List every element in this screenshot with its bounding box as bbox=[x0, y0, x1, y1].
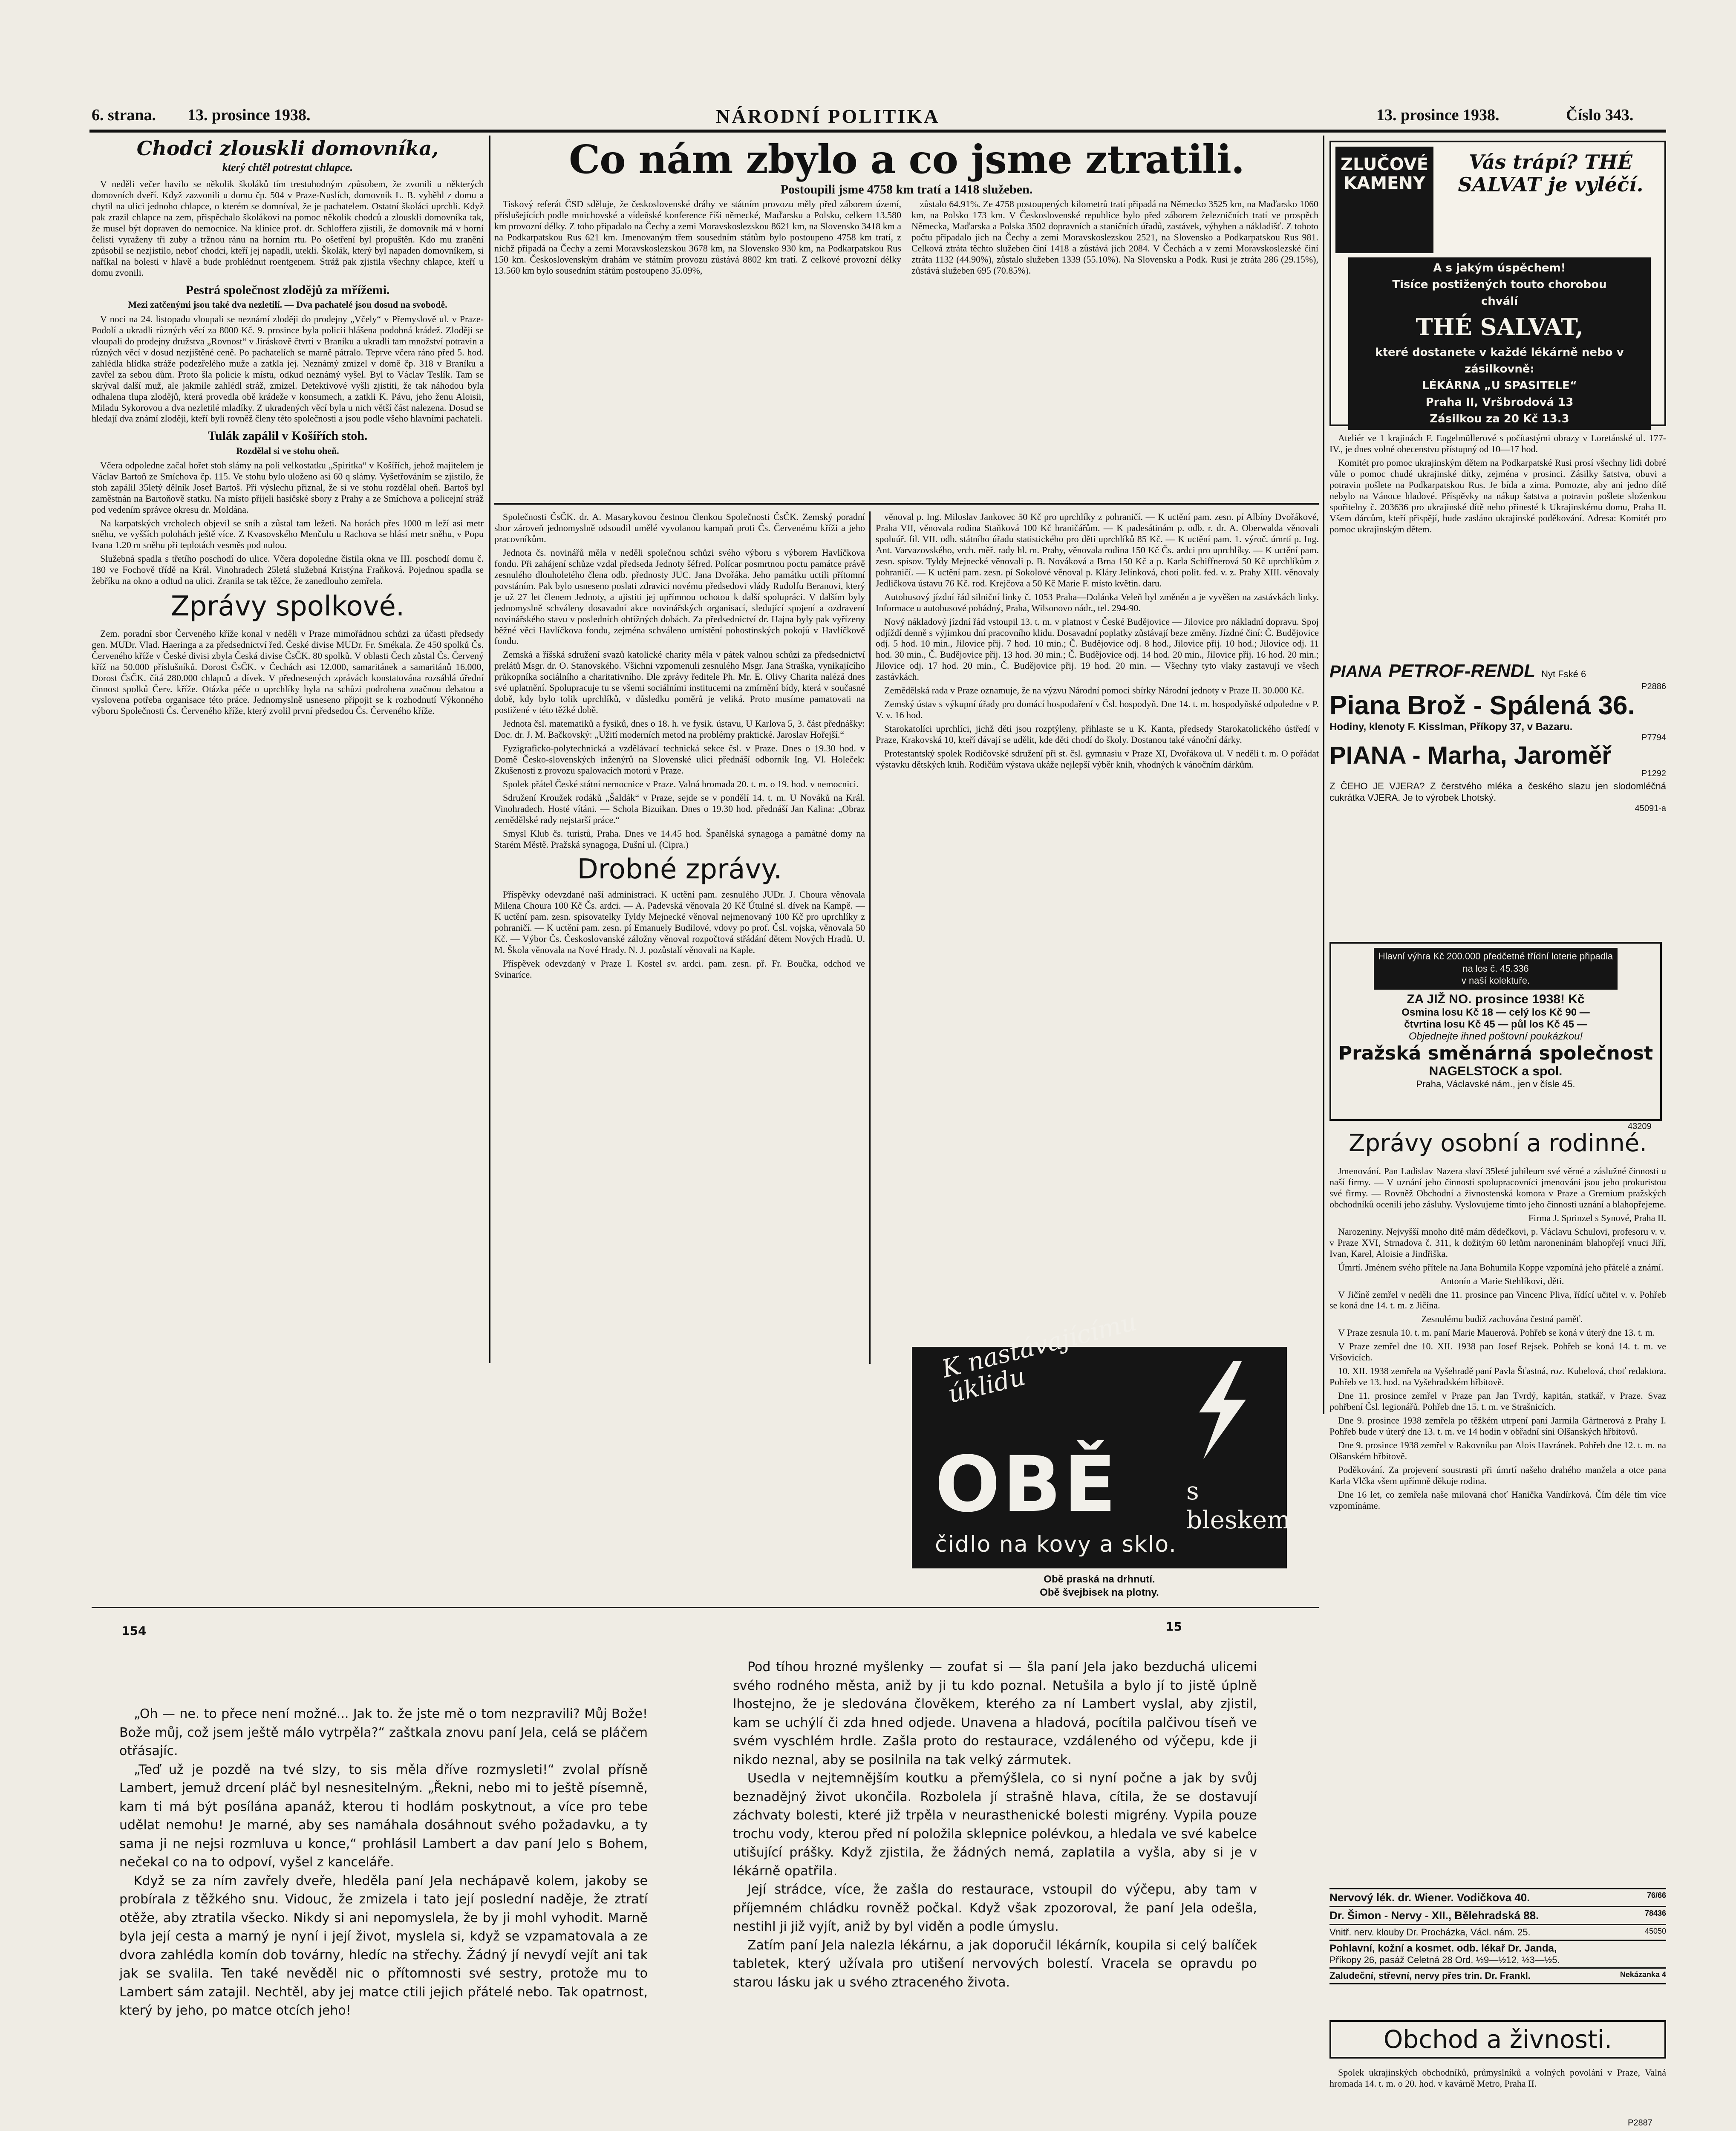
lottery-win-banner bbox=[1374, 948, 1618, 990]
doctor-ad-3-text: Vnitř. nerv. klouby Dr. Procházka, Václ. nám. 25. bbox=[1329, 1927, 1531, 1938]
personal-pamet: Zesnulému budiž zachována čestná paměť. bbox=[1421, 1314, 1583, 1325]
the-salvat-body bbox=[1348, 257, 1651, 430]
personal-stastna: 10. XII. 1938 zemřela na Vyšehradě paní Pavla Šťastná, roz. Kubelová, choť redaktora. Pohřeb ve 13. hod. na Vyšehradském hřbitově. bbox=[1329, 1366, 1666, 1388]
article-spolecnost: Společnosti ČsČK. dr. A. Masarykovou čestnou členkou Společnosti ČsČK. Zemský poradní sbor zároveň jednomyslně odsoudil umělé vyvolanou kampaň proti Čs. Červenému kříži a jeho pracovníkům. bbox=[494, 511, 865, 544]
fiction-right-p1: Pod tíhou hrozné myšlenky — zoufat si — šla paní Jela jako bezduchá ulicemi svého rodného města, aniž by ji tu kdo poznal. Netušila a bylo jí to jistě úplně lhostejno, že je sledována člověkem, kterého za ní Lambert vyslal, aby zjistil, kam se uchýlí či zda hned odjede. Unavena a hladová, pocítila palčivou tíseň ve svém vyschlém hrdle. Zašla proto do restaurace, vzdáleného od výčepu, kde ji nikdo neznal, aby se posilnila na tak velký zármutek. bbox=[733, 1660, 1257, 1767]
article-sluzebna: Služebná spadla s třetího poschodí do ulice. Včera dopoledne čistila okna ve III. poschodí domu č. 180 ve Fochově třídě na Král. Vinohradech 25letá služebná Kristýna Fraňková. Pojednou spadla se žebříku na okno a odtud na ulici. Zranila se tak těžce, že zanedlouho zemřela. bbox=[92, 553, 484, 586]
fiction-right-p2: Usedla v nejtemnějším koutku a přemýšlela, co si nyní počne a jak by svůj beznadějný život ukončila. Rozbolela jí strašně hlava, cítila, že se dostavují záchvaty bolesti, které již trpěla v neurasthenické bolesti migrény. Vypila pouze trochu vody, kterou před ní položila sklepnice polévkou, a hledala ve své kabelce utišující prášky. Když zjistila, že žádných nemá, zaplatila a vyšla, aby si je v lékárně opatřila. bbox=[733, 1771, 1257, 1879]
header-date-right: 13. prosince 1938. bbox=[1376, 106, 1500, 124]
lead-text-a: Tiskový referát ČSD sděluje, že československé dráhy ve státním provozu měly před záborem území, příslušejících podle mnichovské a vídeňské konference říši německé, Maďarsku a Polsku, celkem 13.580 km provozní délky. Z toho připadalo na Čechy a zemi Moravskoslezskou 8621 km, na Slovensko 3418 km a na Podkarpatskou Rus 621 km. Jmenovaným třem sousedním státům bylo postoupeno 4758 km tratí, z nichž připadá na Čechy a zemi Moravskoslezskou 3678 km, na Slovensko 930 km, na Podkarpatskou Rus 150 km. Československým drahám ve státním provozu zůstává 8802 km tratí. Z celkové provozní délky 13.560 km bylo sousedním státům postoupeno 35.09%, bbox=[494, 199, 901, 276]
section-zpravy-osobni: Zprávy osobní a rodinné. bbox=[1349, 1129, 1647, 1157]
obe-brand: OBĚ bbox=[935, 1440, 1119, 1529]
personal-tvrdy: Dne 11. prosince zemřel v Praze pan Jan Tvrdý, kapitán, statkář, v Praze. Svaz pohřbení Čsl. legionářů. Pohřeb dne 15. t. m. ve Strašnicích. bbox=[1329, 1390, 1666, 1412]
column-divider bbox=[1323, 136, 1324, 1414]
personal-firma: Firma J. Sprinzel s Synové, Praha II. bbox=[1528, 1212, 1666, 1223]
lottery-order: Objednejte ihned poštovní poukázkou! bbox=[1408, 1030, 1583, 1042]
article-karpaty: Na karpatských vrcholech objevil se sníh a zůstal tam ležeti. Na horách přes 1000 m leží asi metr sněhu, ve vyšších polohách ještě více. Z Kvasovského Menčulu u Rachova se hlásí metr sněhu, v Popu Ivana 1.20 m sněhu při teplotách vesměs pod nulou. bbox=[92, 517, 484, 551]
obe-tagline: s bleskem bbox=[1186, 1476, 1291, 1534]
ad-number: P2887 bbox=[1628, 2118, 1652, 2128]
article-matematici: Jednota čsl. matematiků a fysiků, dnes o 18. h. ve fysik. ústavu, U Karlova 5, 3. část přednášky: Doc. dr. J. M. Bačkovský: „Užití moderních metod na problémy praktické. Jaroslav Hořejší.“ bbox=[494, 718, 865, 740]
notice-komitet: Komitét pro pomoc ukrajinským dětem na Podkarpatské Rusi prosí všechny lidi dobré vůle o pomoc chudé ukrajinské dítky, zejména v prosinci. Zásilky šatstva, obuvi a potravin pošlete na Podkarpatskou Rus. Je bída a zima. Pomozte, aby ani jedno dítě nebylo na Vánoce hladové. Příspěvky na nákup šatstva a potravin pošlete složenkou spořitelny č. 203636 pro ukrajinské dítě nebo přinesté k Ukrajinskému domu, Praha II. Všem dárcům, kteří přispějí, bude zasláno ukrajinské poděkování. Adresa: Komitét pro pomoc ukrajinským dětem. bbox=[1329, 457, 1666, 534]
article-novinari: Jednota čs. novinářů měla v neděli společnou schůzi svého výboru s výborem Havlíčkova fondu. Při zahájení schůze vzdal předseda Jednoty šéfred. Polícar posmrtnou poctu památce právě zesnulého dlouholetého člena odb. přednosty JUC. Jana Dvořáka. Jeho památku uctili přítomní povstáním. Pak bylo usneseno poslati zdravici novému předsedovi vlády Rudolfu Beranovi, který je už 27 let členem Jednoty, a ujistiti jej upřímnou ochotou k další spolupráci. V dalším byly jednomyslně schváleny dosavadní akce novinářských organisací, sledující spojení a ozdravení novinářského stavu v posledních obtížných dobách. Za předsednictví dr. Hajna byly pak vyřízeny běžné věci Havlíčkova fondu, zejména schváleno umístění pohostinských pokojů v Havlíčkově fondu. bbox=[494, 547, 865, 647]
article-polytechnika: Fyzigraficko-polytechnická a vzdělávací technická sekce čsl. v Praze. Dnes o 19.30 hod. v Domě Česko-slovenských inženýrů na Slovenské ulici přednáší odborník Ing. Vl. Holeček: Zkušenosti z provozu spalovacích motorů v Praze. bbox=[494, 743, 865, 776]
the-salvat-line-4: které dostanete v každé lékárně nebo v zásilkovně: bbox=[1375, 346, 1624, 375]
obe-footer-line-1: Obě praská na drhnutí. bbox=[1044, 1574, 1155, 1585]
article-hospodyne: Zemský ústav s výkupní úřady pro domácí hospodaření v Čsl. hospodyň. Dne 14. t. m. hospodyňské odpoledne v P. V. v. 16 hod. bbox=[876, 699, 1319, 721]
obe-footer bbox=[963, 1573, 1236, 1599]
feuilleton-rule bbox=[92, 1607, 1319, 1608]
doctor-ad-5 bbox=[1329, 1969, 1666, 1983]
doctor-ad-1-text: Nervový lék. dr. Wiener. Vodičkova 40. bbox=[1329, 1891, 1530, 1904]
lead-col-b bbox=[911, 199, 1318, 480]
lead-text-b: zůstalo 64.91%. Ze 4758 postoupených kilometrů tratí připadá na Německo 3525 km, na Maďarsko 1060 km, na Polsko 173 km. V Československé republice bylo před záborem železničních tratí ve prospěch Německa, Maďarska a Polska 3502 dopravních a staničních úřadů, zastávek, výhyben a nákladišť. Z tohoto počtu připadalo jich na Čechy a zemi Moravskoslezskou 2521, na Slovensko a Podkarpatskou Rus 981. Celková ztráta těchto služeben činí 1418 a zůstává jich 2084. V Čechách a v zemi Moravskoslezské činí ztráta 1132 (44.90%), zůstalo služeben 1339 (55.10%). Na Slovensku a Podk. Rusi je ztráta 286 (29.15%), zůstává služeben 695 (70.85%). bbox=[911, 199, 1318, 276]
section-zpravy-spolkove: Zprávy spolkové. bbox=[170, 591, 405, 623]
article-charita: Zemská a říšská sdružení svazů katolické charity měla v pátek valnou schůzi za předsednictví prelátů Msgr. dr. O. Stanovského. Všichni vzpomenuli zesnulého Msgr. Jana Straška, vynikajícího průkopníka sociálního a charitativního. Dle zprávy ředitele Ph. Mr. E. Olivy Charita nalézá dnes své uplatnění. Spolupracuje tu se všemi sociálními institucemi na zmírnění bídy, která v současné době, kdy bylo tolik uprchlíků, v důsledku poměrů je veliká. Proto musíme pamatovati na postižené v této těžké době. bbox=[494, 649, 865, 716]
personal-stehlikovi: Antonín a Marie Stehlíkovi, děti. bbox=[1440, 1275, 1564, 1286]
petrof-rendl-brand: PETROF-RENDL bbox=[1388, 661, 1536, 681]
column-divider bbox=[869, 511, 871, 1364]
doctor-ad-4: Pohlavní, kožní a kosmet. odb. lékař Dr. Janda, bbox=[1329, 1943, 1557, 1954]
column-1 bbox=[92, 136, 484, 1363]
fiction-page-left: 154 bbox=[121, 1624, 147, 1638]
article-rodicovske: Protestantský spolek Rodičovské sdružení při st. čsl. gymnasiu v Praze XI, Dvořákova ul. V neděli t. m. O pořádat výstavku dětských knih. Rodičům výstava ukáže nejlepší výběr knih, vhodných k vánočním dárkům. bbox=[876, 748, 1319, 770]
headline-chodci: Chodci zlouskli domovníka, bbox=[136, 137, 439, 160]
divider bbox=[1329, 1924, 1666, 1925]
lightning-icon bbox=[1186, 1361, 1254, 1459]
fiction-right-p3: Její strádce, více, že zašla do restaurace, vstoupil do výčepu, aby tam v příjemném chládku rovněž počkal. Když však zpozoroval, že paní Jela odešla, nestihl ji již vyjít, aniž by byl viděn a podle úmyslu. bbox=[733, 1882, 1257, 1934]
the-salvat-line-6: Praha II, Vršbrodová 13 bbox=[1425, 396, 1574, 409]
personal-mauerova: V Praze zesnula 10. t. m. paní Marie Mauerová. Pohřeb se koná v úterý dne 13. t. m. bbox=[1338, 1327, 1655, 1338]
article-autobus: Autobusový jízdní řád silniční linky č. 1053 Praha—Dolánka Veleň byl změněn a je vyvěšen na zastávkách linky. Informace u autobusové pohádný, Praha, Wilsonovo nádr., tel. 294-90. bbox=[876, 591, 1319, 613]
subhead-chodci: který chtěl potrestat chlapce. bbox=[222, 161, 353, 174]
section-drobne-zpravy: Drobné zprávy. bbox=[577, 853, 782, 885]
lottery-advertisement bbox=[1329, 942, 1662, 1121]
lottery-line-1: Hlavní výhra Kč 200.000 předčetné třídní loterie připadla na los č. 45.336 bbox=[1378, 951, 1613, 974]
header-date-left: 13. prosince 1938. bbox=[187, 106, 311, 124]
article-turiste: Smysl Klub čs. turistů, Praha. Dnes ve 14.45 hod. Španělská synagoga a památné domy na Starém Městě. Pražská synagoga, Dušní ul. (Cipra.) bbox=[494, 828, 865, 850]
headline-zlodeji: Pestrá společnost zlodějů za mřížemi. bbox=[185, 283, 390, 297]
doctor-ad-4-hours: Příkopy 26, pasáž Celetná 28 Ord. ½9—½12, ½3—½5. bbox=[1329, 1955, 1560, 1965]
lead-subheadline: Postoupili jsme 4758 km tratí a 1418 služeben. bbox=[780, 182, 1033, 196]
piana-broz: Piana Brož - Spálená 36. bbox=[1329, 691, 1635, 720]
divider bbox=[1329, 1906, 1666, 1907]
doctor-ad-3-number: 45050 bbox=[1644, 1927, 1666, 1935]
column-3 bbox=[876, 511, 1319, 1338]
article-zemedelska: Zemědělská rada v Praze oznamuje, že na výzvu Národní pomoci sbírky Národní jednoty v Praze II. 30.000 Kč. bbox=[884, 685, 1304, 696]
personal-havranek: Dne 9. prosince 1938 zemřel v Rakovníku pan Alois Havránek. Pohřeb dne 12. t. m. na Olšanském hřbitově. bbox=[1329, 1439, 1666, 1461]
fiction-right-column bbox=[733, 1658, 1257, 2131]
section-obchod: Obchod a živnosti. bbox=[1329, 2020, 1666, 2059]
obchod-notice bbox=[1329, 2067, 1666, 2118]
header-rule bbox=[89, 130, 1666, 133]
lead-article bbox=[494, 136, 1319, 480]
personal-podekovani: Poděkování. Za projevení soustrasti při úmrtí našeho drahého manžela a otce pana Karla Vlčka všem upřímně děkuje rodina. bbox=[1329, 1464, 1666, 1486]
obchod-spolek: Spolek ukrajinských obchodníků, průmyslníků a volných povolání v Praze, Valná hromada 14. t. m. o 20. hod. v kavárně Metro, Praha II. bbox=[1329, 2067, 1666, 2089]
article-nemocnice: Spolek přátel České státní nemocnice v Praze. Valná hromada 20. t. m. o 19. hod. v nemocnici. bbox=[503, 778, 859, 789]
article-cerveny-kriz: Zem. poradní sbor Červeného kříže konal v neděli v Praze mimořádnou schůzi za účasti předsedy gen. MUDr. Vlad. Haeringa a za předsednictví řed. České divise MUDr. Fr. Smékala. Ze 450 spolků Čs. Červeného kříže v České divisi zbyla Česká divise ČsČK. 80 spolků. V oblasti Čech zůstal Čs. Červený kříž na 50.000 příslušníků. Dorost ČsČK. v Čechách asi 12.000, samaritánek a samaritánů 16.000, Dorost ČsČK. čítá 280.000 chlapců a dívek. V přednesených zprávách konstatována rozsáhlá úřední činnost spolků Červ. kříže. Otázka péče o uprchlíky byla na schůzi podrobena značnou debatou a vyslovena potřeba organisace této práce. Jednomyslně usneseno připojit se k rozhodnutí Výkonného výboru Společnosti Čs. Červeného kříže, který zvolil první předsedou Čs. Červeného kříže. bbox=[92, 628, 484, 716]
fiction-left-column bbox=[119, 1705, 648, 2131]
personal-pliva: V Jičíně zemřel v neděli dne 11. prosince pan Vincenc Pliva, řídící učitel v. v. Pohřeb se koná dne 14. t. m. z Jičína. bbox=[1329, 1289, 1666, 1311]
article-prispevek-2: Příspěvek odevzdaný v Praze I. Kostel sv. ardci. pam. zesn. př. Fr. Boučka, odchod ve Svinaríce. bbox=[494, 958, 865, 980]
zlucove-kameny-badge: ZLUČOVÉ KAMENY bbox=[1335, 147, 1433, 253]
doctor-ad-5-text: Zaludeční, střevní, nervy přes trin. Dr. Frankl. bbox=[1329, 1970, 1531, 1981]
column-4-personal bbox=[1329, 1166, 1666, 1886]
personal-jmenovani: Jmenování. Pan Ladislav Nazera slaví 35leté jubileum své věrné a záslužné činnosti u naší firmy. — V uznání jeho činností spolupracovníci jmenováni jsou jeho prokuristou své firmy. — Rovněž Obchodní a živnostenská komora v Praze a Gremium pražských obchodníků ocenili jeho zásluhy. Vyslovujeme tímto jeho činnosti uznání a blahopřejeme. bbox=[1329, 1166, 1666, 1210]
fiction-page-right: 15 bbox=[1165, 1620, 1182, 1634]
nagelstock: NAGELSTOCK a spol. bbox=[1429, 1064, 1563, 1078]
ad-number: P1292 bbox=[1641, 768, 1666, 778]
column-2 bbox=[494, 511, 865, 1364]
piana-tail: Nyt Fské 6 bbox=[1541, 669, 1586, 679]
article-tulak: Včera odpoledne začal hořet stoh slámy na poli velkostatku „Spiritka“ v Košířích, jehož majitelem je Václav Bartoň ze Smíchova čp. 115. Ve stohu bylo uloženo asi 60 q slámy. Vyšetřováním se zjistilo, že stoh zapálil 35letý dělník Josef Bartoš. Při výslechu přiznal, že si ve stohu rozdělal oheň. Bartoš byl zaměstnán na Bartoňově statku. Na místo přijeli hasičské sbory z Prahy a ze Smíchova a policejní stráž pod vedením správce okresu dr. Moldána. bbox=[92, 459, 484, 515]
lead-bottom-rule bbox=[494, 503, 1319, 505]
doctor-ads bbox=[1329, 1888, 1666, 1984]
the-salvat-question: Vás trápí? THÉ SALVAT je vyléčí. bbox=[1458, 150, 1644, 196]
ad-number: P7794 bbox=[1641, 733, 1666, 743]
article-jizdni-rad: Nový nákladový jízdní řád vstoupil 13. t. m. v platnost v České Budějovice — Jilovice pro nákladní dopravu. Spoj odjíždí denně s výjimkou dní pracovního klidu. Dosavadní poplatky zůstávají beze změny. Jízdné činí: Č. Budějovice odj. 5 hod. 10 min., Jilovice přij. 7 hod. 10 min.; Č. Budějovice odj. 8 hod., Jilovice přij. 10 hod.; Jilovice odj. 11 hod. 30 min., Č. Budějovice přij. 13 hod. 30 min.; Č. Budějovice odj. 14 hod. 20 min., Jilovice přij. 16 hod. 20 min.; Jilovice odj. 17 hod. 20 min., Č. Budějovice přij. 19 hod. 20 min. — Všechny tyto vlaky zastavují ve všech zastávkách. bbox=[876, 616, 1319, 682]
personal-gartnerova: Dne 9. prosince 1938 zemřela po těžkém utrpení paní Jarmila Gärtnerová z Prahy I. Pohřeb bude v úterý dne 13. t. m. ve 14 hodin v obřadní síni Olšanských hřbitovů. bbox=[1329, 1415, 1666, 1437]
ad-number: 43209 bbox=[1628, 1122, 1652, 1131]
the-salvat-line-2: Tisíce postižených touto chorobou bbox=[1392, 278, 1607, 291]
subhead-zlodeji: Mezi zatčenými jsou také dva nezletilí. — Dva pachatelé jsou dosud na svobodě. bbox=[128, 299, 447, 310]
vjera-notice: Z ČEHO JE VJERA? Z čerstvého mléka a českého slazu jen slodomléčná cukrátka VJERA. Je to výrobek Lhotský. bbox=[1329, 780, 1666, 803]
lead-col-a bbox=[494, 199, 901, 480]
the-salvat-line-7: Zásilkou za 20 Kč 13.3 bbox=[1430, 413, 1569, 425]
divider bbox=[1329, 1888, 1666, 1889]
article-chodci: V neděli večer bavilo se několik školáků tím trestuhodným způsobem, že zvonili u některých domovních dveří. Když zazvonili u domu čp. 504 v Praze-Nuslích, domovník L. B. vyběhl z domu a chytil na ulici jednoho chlapce, o kterém se domníval, že je pachatelem. Ostatní školáci uprchli. Když pak zrazil chlapce na zem, přispěchalo školákovi na pomoc několik chodců a zlouskli domovníka tak, že musel být dopraven do nemocnice. Na klinice prof. dr. Schloffera zjistili, že domovník má v horní čelisti vyraženy tři zuby a tržnou ránu na horním rtu. Po ošetření byl propuštěn. Kdo mu zranění způsobil se nezjistilo, neboť chodci, kteří jej napadli, utekli. Školák, který byl napaden domovníkem, si naříkal na bolesti v hlavě a bude prohlédnut roentgenem. Stráž pak zjistila všechny chlapce, kteří u domu zvonili. bbox=[92, 178, 484, 278]
doctor-ad-1-number: 76/66 bbox=[1647, 1891, 1666, 1900]
small-ads bbox=[1329, 661, 1666, 814]
obe-footer-line-2: Obě švejbisek na plotny. bbox=[1040, 1587, 1159, 1599]
article-prispevky-2: věnoval p. Ing. Miloslav Jankovec 50 Kč pro uprchlíky z pohraničí. — K uctění pam. zesn. pí Albíny Dvořákové, Praha VII, věnovala rodina Staňková 100 Kč hraničářům. — K padesátinám p. odb. r. dr. A. Oberwalda věnovali spoluúř. fil. VII. odb. státního úřadu statistického pro děti uprchlíků 85 Kč. — K uctění pam. 1. výroč. úmrtí p. Ing. Ant. Varvazovského, vrch. měř. rady hl. m. Prahy, věnovala rodina 150 Kč Čs. ardci pro uprchlíky. — K uctění pam. zesn. spisov. Tyldy Mejnecké věnovali p. B. Nováková a Brna 150 Kč a p. Karla Schiffnerová 50 Kč uprchlíkům z pohraničí. — K uctění pam. zesn. pí Sokolové věnoval p. Kláry Jelínková, choti polit. fed. v. z. Prahy XIII. věnovaly Jedličkova ústavu 76 Kč. rod. Krejčova a 50 Kč Marie F. místo květin. daru. bbox=[876, 511, 1319, 589]
lottery-price-1: Osmina losu Kč 18 — celý los Kč 90 — bbox=[1401, 1006, 1590, 1018]
fiction-left-p2: „Teď už je pozdě na tvé slzy, to sis měla dříve rozmysleti!“ zvolal přísně Lambert, jemuž drcení pláč byl nesnesitelným. „Řekni, nebo mi to ještě písemně, kam ti má být posílána apanáž, kterou ti hodlám poskytnout, a více pro tebe udělat nemohu! Je marné, aby ses namáhala dosáhnout svého požadavku, a ty sama ji ne nejsi rozmluva u konce,“ prohlásil Lambert a dav paní Jelo s Bohem, nečekal co na to odpoví, vyšel z kanceláře. bbox=[119, 1762, 648, 1870]
hodiny-kisslman: Hodiny, klenoty F. Kisslman, Příkopy 37, v Bazaru. bbox=[1329, 721, 1573, 733]
ad-number: 45091-a bbox=[1635, 803, 1666, 813]
the-salvat-advertisement bbox=[1329, 141, 1666, 426]
doctor-ad-5-number: Nekázanka 4 bbox=[1620, 1970, 1666, 1979]
article-zlodeji: V noci na 24. listopadu vloupali se neznámí zloději do prodejny „Včely“ v Přemyslově ul. v Praze-Podolí a ukradli různých věcí za 8000 Kč. 9. prosince byla policii hlášena podobná krádež. Zloději se vloupali do prodejny družstva „Rovnost“ v Jiráskově čtvrti v Braníku a ukradli tam množství potravin a různých věcí v dosud nezjištěné ceně. Po pachatelích se marně pátralo. Teprve včera ráno před 5. hod. zahlédla hlídka stráže podezřelého muže a zatkla jej. Neznámý zmizel v domě čp. 318 v Braníku a zavřel za sebou dům. Proto šla policie k místu, odkud neznámý vyšel. Byl to Václav Teslík. Tam se skrýval další muž, ale jakmile zahlédl stráž, zmizel. Detektivové vyšli zjistiti, že tak náhodou byla odhalena tlupa zlodějů, která provedla obě krádeže v konsumech, a zatkli K. Pávu, jeho ženu Aloisii, Miladu Sykorovou a dva nezletilé mladíky. Z ukradených věcí byla u nich větší část nalezena. Dosud se hledají dva známí zloději, kteří byli rovněž členy této společnosti a jsou podle všeho hlavními pachateli. bbox=[92, 313, 484, 424]
the-salvat-brand: THÉ SALVAT, bbox=[1416, 313, 1583, 341]
fiction-left-p3: Když se za ním zavřely dveře, hleděla paní Jela nechápavě kolem, jakoby se probírala z těžkého snu. Vidouc, že zmizela i tato její poslední naděje, že ztratí otěže, aby ztratila všecko. Nikdy si ani nepomyslela, že by ji mohl vyhodit. Marně byla její cesta a marný je nyní i její život, myslela si, když se vzpamatovala a ze dvora zahlédla komín dob továrny, hledíc na střechy. Žádný jí nevydí vejít ani tak jak se svalila. Ten také nevěděl nic o přítomnosti své sestry, protože mu to Lambert sám zatajil. Nechtěl, aby jej matce ctili jejich přátelé nebo. Tak opatrnost, který by jeho, po matce otcích jeho! bbox=[119, 1873, 648, 2018]
piana-marha: PIANA - Marha, Jaroměř bbox=[1329, 742, 1612, 770]
masthead: NÁRODNÍ POLITIKA bbox=[716, 105, 940, 127]
divider bbox=[1329, 1940, 1666, 1941]
lead-headline: Co nám zbylo a co jsme ztratili. bbox=[568, 136, 1245, 182]
obe-advertisement bbox=[912, 1307, 1291, 1568]
the-salvat-line-3: chválí bbox=[1481, 295, 1518, 308]
doctor-ad-2-text: Dr. Šimon - Nervy - XII., Bělehradská 88. bbox=[1329, 1909, 1539, 1922]
subhead-tulak: Rozdělal si ve stohu oheň. bbox=[236, 445, 339, 456]
column-divider bbox=[489, 136, 490, 1363]
article-prispevky: Příspěvky odevzdané naší administraci. K uctění pam. zesnulého JUDr. J. Choura věnovala Milena Choura 100 Kč Čs. ardci. — A. Padevská věnovala 20 Kč Útulné sl. dívek na Kampě. — K uctění pam. zesn. spisovatelky Tyldy Mejnecké věnoval nejmenovaný 100 Kč pro uprchlíky z pohraničí. — K uctění pam. zesn. pí Emanuely Budilové, vdovy po prof. Čsl. vojska, věnovala 50 Kč. — Výbor Čs. Českoslovanské záložny věnoval rozpočtová střádání dětem Nových Hradů. U. M. Škola věnovala na Nové Hrady. N. J. pozůstalí věnovali na Kaple. bbox=[494, 889, 865, 955]
personal-rejsek: V Praze zemřel dne 10. XII. 1938 pan Josef Rejsek. Pohřeb se koná 14. t. m. ve Vršovicích. bbox=[1329, 1341, 1666, 1363]
page-number: 6. strana. bbox=[92, 106, 156, 124]
fiction-left-p1: „Oh — ne. to přece není možné... Jak to. že jste mě o tom nezpravili? Můj Bože! Bože můj, což jsem ještě málo vytrpěla?“ zaštkala znovu paní Jela, celá se pláčem otřásajíc. bbox=[119, 1707, 648, 1759]
doctor-ad-2 bbox=[1329, 1907, 1666, 1924]
divider bbox=[1329, 1967, 1666, 1969]
lottery-price-2: čtvrtina losu Kč 45 — půl los Kč 45 — bbox=[1404, 1018, 1587, 1030]
divider bbox=[1329, 1983, 1666, 1984]
obe-slogan: K nastávajícímu úklidu bbox=[939, 1307, 1140, 1409]
personal-narozeniny: Narozeniny. Nejvyšší mnoho ditě mám dědečkovi, p. Václavu Schulovi, profesoru v. v. v Praze XVI, Strnadova č. 311, k dožitým 60 letům naroneninám blahopřejí vnuci Jiří, Ivan, Karel, Aloisie a Jindřiška. bbox=[1329, 1226, 1666, 1259]
issue-number: Číslo 343. bbox=[1566, 106, 1634, 124]
the-salvat-line-1: A s jakým úspěchem! bbox=[1433, 262, 1566, 274]
lottery-line-2: v naší kolektuře. bbox=[1461, 975, 1530, 986]
lottery-address: Praha, Václavské nám., jen v čísle 45. bbox=[1416, 1078, 1575, 1089]
lottery-draw: ZA JIŽ NO. prosince 1938! Kč bbox=[1407, 992, 1585, 1006]
fiction-right-p4: Zatím paní Jela nalezla lékárnu, a jak doporučil lékárník, koupila si celý balíček tabletek, který užívala pro utišení nervových bolestí. Vracela se opravdu po starou lásku jak u svého ztraceného života. bbox=[733, 1938, 1257, 1990]
the-salvat-line-5: LÉKÁRNA „U SPASITELE“ bbox=[1422, 379, 1577, 392]
article-starokatolici: Starokatolíci uprchlíci, jichž děti jsou rozptýleny, přihlaste se u K. Kanta, předsedy Starokatolického ústředí v Praze, Krakovská 10, kteří dávají se udělit, kde děti chodí do školy. Dostanou také vánoční dárky. bbox=[876, 723, 1319, 745]
personal-umrti: Úmrtí. Jménem svého přítele na Jana Bohumila Koppe vzpomíná jeho přátelé a známí. bbox=[1338, 1262, 1664, 1273]
article-rodaci: Sdružení Kroužek rodáků „Šaldák“ v Praze, sejde se v pondělí 14. t. m. U Nováků na Král. Vinohradech. Hosté vítáni. — Schola Bizuikan. Dnes o 19.30 hod. přednáší Jan Kalina: „Obraz zemědělské rady nejstarší práce.“ bbox=[494, 792, 865, 825]
doctor-ad-3 bbox=[1329, 1925, 1666, 1940]
personal-vzpominka: Dne 16 let, co zemřela naše milovaná choť Hanička Vandírková. Čím déle tím více vzpomínáme. bbox=[1329, 1489, 1666, 1511]
doctor-ad-2-number: 78436 bbox=[1644, 1909, 1666, 1917]
piana-label: PIANA bbox=[1329, 662, 1383, 681]
obe-product-line: čidlo na kovy a sklo. bbox=[935, 1532, 1177, 1557]
doctor-ad-1 bbox=[1329, 1889, 1666, 1906]
ad-number: P2886 bbox=[1641, 682, 1666, 691]
headline-tulak: Tulák zapálil v Košířích stoh. bbox=[208, 429, 368, 443]
prazska-smenarna: Pražská směnárná společnost bbox=[1338, 1042, 1653, 1064]
notice-atelier: Ateliér ve 1 krajinách F. Engelmüllerové s počítastými obrazy v Loretánské ul. 177-IV., je dnes volné obecenstvu přístupný od 10—17 hod. bbox=[1329, 433, 1666, 454]
